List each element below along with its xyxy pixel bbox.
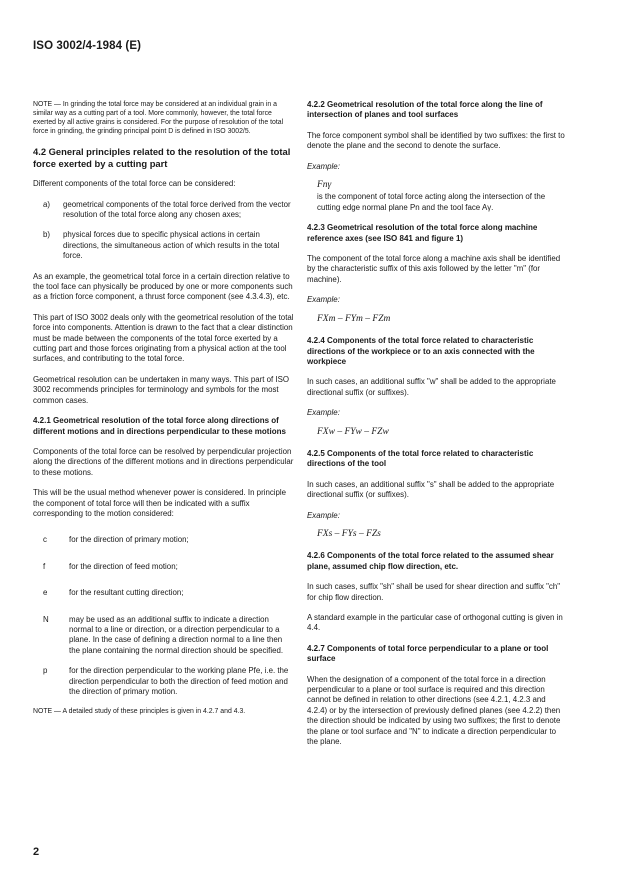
list-label: p — [43, 666, 48, 676]
paragraph-4-2-2: The force component symbol shall be identified by two suffixes: the first to denote the plane and the second to denote the surface. — [307, 130, 565, 151]
list-label: b) — [43, 230, 51, 240]
list-item-c — [33, 535, 295, 545]
list-item-N — [33, 615, 295, 657]
detailed-study-note: NOTE — A detailed study of these principles is given in 4.2.7 and 4.3. — [33, 708, 246, 716]
formula-4-2-2-description: is the component of total force acting along the intersection of the cutting edge normal plane Pn and the tool face Aγ. — [317, 192, 546, 212]
paragraph-4-2-4: In such cases, an additional suffix "w" shall be added to the appropriate directional suffix (or suffixes). — [307, 377, 556, 397]
paragraph-4-2-5: In such cases, an additional suffix "s" shall be added to the appropriate directional suffix (or suffixes). — [307, 479, 555, 500]
list-text: physical forces due to specific physical actions in certain directions, the simultaneous action of which results in the total force. — [63, 230, 280, 261]
paragraph-different-components: Different components of the total force can be considered: — [33, 179, 236, 189]
list-item-f — [33, 562, 295, 572]
example-label: Example: — [307, 408, 340, 418]
formula-4-2-5: FXs – FYs – FZs — [317, 528, 381, 539]
paragraph-usual-method: This will be the usual method whenever power is considered. In principle the component of total force will then be indicated with a suffix corresponding to the motion considered: — [33, 488, 287, 518]
paragraph-geometrical-resolution: Geometrical resolution can be undertaken in many ways. This part of ISO 3002 recommends principles for terminology and symbols for the most common cases. — [33, 374, 289, 405]
list-text: geometrical components of the total force derived from the vector resolution of the total force along any chosen axes; — [63, 199, 291, 219]
section-4-2-6-heading: 4.2.6 Components of the total force related to the assumed shear plane, assumed chip flow direction, etc. — [307, 551, 554, 571]
list-label: e — [43, 588, 48, 598]
paragraph-4-2-7: When the designation of a component of the total force in a direction perpendicular to a plane or tool surface is required and this direction cannot be defined in relation to other directions (see 4.2.1, 4.2.3 and 4.2.4) or by the intersection of previously defined planes (see 4.2.2) then the direction should be indicated by using two suffixes; the first to denote the plane or tool surface and "N" to indicate a direction perpendicular to the plane. — [307, 674, 561, 747]
paragraph-4-2-6-b: A standard example in the particular case of orthogonal cutting is given in 4.4. — [307, 613, 563, 633]
list-label: N — [43, 614, 49, 624]
section-4-2-1-heading: 4.2.1 Geometrical resolution of the total force along directions of different motions and in directions perpendicular to these motions — [33, 416, 286, 436]
section-4-2-5-heading: 4.2.5 Components of the total force related to characteristic directions of the tool — [307, 448, 534, 469]
example-label: Example: — [307, 510, 340, 520]
section-4-2-4-heading: 4.2.4 Components of the total force related to characteristic directions of the workpiece or to an axis connected with the workpiece — [307, 336, 535, 366]
grinding-note: NOTE — In grinding the total force may be considered at an individual grain in a similar way as a cutting part of a tool. More commonly, however, the total force exerted by all active grains is considered. For the purpose of resolution of the total force in grinding, the grinding principal point D is defined in ISO 3002/5. — [33, 101, 284, 135]
section-4-2-2-heading: 4.2.2 Geometrical resolution of the total force along the line of intersection of planes and tool surfaces — [307, 100, 543, 120]
example-label: Example: — [307, 161, 340, 171]
list-label: c — [43, 535, 47, 545]
section-4-2-7-heading: 4.2.7 Components of total force perpendicular to a plane or tool surface — [307, 643, 549, 664]
section-4-2-3-heading: 4.2.3 Geometrical resolution of the total force along machine reference axes (see ISO 841 and figure 1) — [307, 223, 538, 243]
list-item-e — [33, 588, 295, 598]
page-number: 2 — [33, 846, 40, 858]
list-label: a) — [43, 199, 51, 209]
list-text: may be used as an additional suffix to indicate a direction normal to a line or direction, or a direction perpendicular to a plane. In the case of defining a direction normal to a line then the plane containing the normal direction should be specified. — [69, 614, 284, 655]
list-text: for the direction of feed motion; — [69, 561, 178, 571]
left-column — [33, 100, 295, 726]
list-item-a — [33, 200, 295, 221]
list-text: for the resultant cutting direction; — [69, 588, 184, 598]
list-text: for the direction perpendicular to the working plane Pfe, i.e. the direction perpendicular to both the direction of feed motion and the direction of primary motion. — [69, 666, 289, 696]
example-label: Example: — [307, 295, 340, 305]
list-item-p — [33, 666, 295, 697]
formula-4-2-2: Fnγ — [317, 180, 332, 191]
section-4-2-heading: 4.2 General principles related to the resolution of the total force exerted by a cutting part — [33, 146, 291, 169]
paragraph-4-2-3: The component of the total force along a machine axis shall be identified by the characteristic suffix of this axis followed by the letter "m" (for machine). — [307, 254, 561, 284]
list-text: for the direction of primary motion; — [69, 535, 189, 545]
list-label: f — [43, 561, 46, 571]
list-item-b — [33, 230, 295, 261]
document-header: ISO 3002/4-1984 (E) — [33, 40, 142, 52]
paragraph-4-2-6-a: In such cases, suffix "sh" shall be used for shear direction and suffix "ch" for chip flow direction. — [307, 582, 561, 602]
formula-4-2-4: FXw – FYw – FZw — [317, 426, 389, 437]
right-column — [307, 100, 565, 757]
paragraph-this-part: This part of ISO 3002 deals only with the geometrical resolution of the total force into components. Attention is drawn to the fact that a clear distinction must be made between the components of the total force exerted by a cutting part and those forces originating from a physical action at the tool surfaces, and contributing to the total force. — [33, 312, 294, 364]
paragraph-components-resolved: Components of the total force can be resolved by perpendicular projection along the directions of the different motions and in directions perpendicular to these motions. — [33, 446, 294, 477]
paragraph-example-geometrical: As an example, the geometrical total force in a certain direction relative to the tool face can physically be produced by one or more components such as a friction force component, a thrust force component (see 4.3.4.3), etc. — [33, 271, 293, 302]
formula-4-2-3: FXm – FYm – FZm — [317, 313, 391, 324]
